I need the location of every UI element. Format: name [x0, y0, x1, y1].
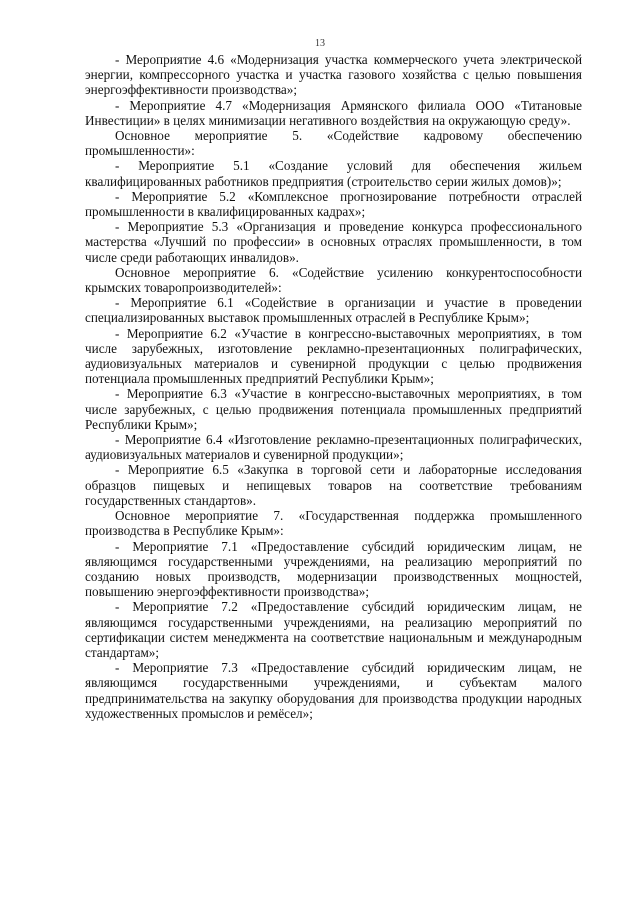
document-body — [85, 52, 582, 721]
paragraph-main-measure-7: Основное мероприятие 7. «Государственная поддержка промышленного производства в Республике Крым»: — [85, 508, 582, 539]
paragraph-measure-5-1: - Мероприятие 5.1 «Создание условий для обеспечения жильем квалифицированных работников предприятия (строительство серии жилых домов)»; — [85, 158, 582, 189]
paragraph-measure-6-1: - Мероприятие 6.1 «Содействие в организации и участие в проведении специализированных выставок промышленных отраслей в Республике Крым»; — [85, 295, 582, 326]
paragraph-measure-6-4: - Мероприятие 6.4 «Изготовление рекламно-презентационных полиграфических, аудиовизуальных материалов и сувенирной продукции»; — [85, 432, 582, 463]
paragraph-measure-4-7: - Мероприятие 4.7 «Модернизация Армянского филиала ООО «Титановые Инвестиции» в целях минимизации негативного воздействия на окружающую среду». — [85, 97, 582, 128]
paragraph-main-measure-5: Основное мероприятие 5. «Содействие кадровому обеспечению промышленности»: — [85, 128, 582, 159]
paragraph-measure-6-2: - Мероприятие 6.2 «Участие в конгрессно-выставочных мероприятиях, в том числе зарубежных, изготовление рекламно-презентационных полиграфических, аудиовизуальных материалов и сувенирной продукции с целью продвижения потенциала промышленных предприятий Республики Крым»; — [85, 325, 582, 387]
paragraph-measure-7-2: - Мероприятие 7.2 «Предоставление субсидий юридическим лицам, не являющимся государственными учреждениями, на реализацию мероприятий по сертификации систем менеджмента на соответствие национальным и международным стандартам»; — [85, 599, 582, 660]
paragraph-main-measure-6: Основное мероприятие 6. «Содействие усилению конкурентоспособности крымских товаропроизводителей»: — [85, 264, 582, 296]
paragraph-measure-4-6: - Мероприятие 4.6 «Модернизация участка коммерческого учета электрической энергии, компрессорного участка и участка газового хозяйства с целью повышения энергоэффективности производства»; — [85, 52, 582, 98]
page-number: 13 — [315, 38, 325, 49]
paragraph-measure-6-3: - Мероприятие 6.3 «Участие в конгрессно-выставочных мероприятиях, в том числе зарубежных, с целью продвижения потенциала промышленных предприятий Республики Крым»; — [85, 386, 582, 432]
paragraph-measure-5-3: - Мероприятие 5.3 «Организация и проведение конкурса профессионального мастерства «Лучший по профессии» в основных отраслях промышленности, в том числе среди работающих инвалидов». — [85, 219, 582, 265]
paragraph-measure-7-1: - Мероприятие 7.1 «Предоставление субсидий юридическим лицам, не являющимся государственными учреждениями, на реализацию мероприятий по созданию новых производств, модернизации производственных мощностей, повышению энергоэффективности производства»; — [85, 538, 582, 600]
paragraph-measure-6-5: - Мероприятие 6.5 «Закупка в торговой сети и лабораторные исследования образцов пищевых и непищевых товаров на соответствие требованиям государственных стандартов». — [85, 462, 582, 508]
paragraph-measure-7-3: - Мероприятие 7.3 «Предоставление субсидий юридическим лицам, не являющимся государственными учреждениями, и субъектам малого предпринимательства на закупку оборудования для производства продукции народных художественных промыслов и ремёсел»; — [85, 660, 582, 721]
paragraph-measure-5-2: - Мероприятие 5.2 «Комплексное прогнозирование потребности отраслей промышленности в квалифицированных кадрах»; — [85, 188, 582, 220]
